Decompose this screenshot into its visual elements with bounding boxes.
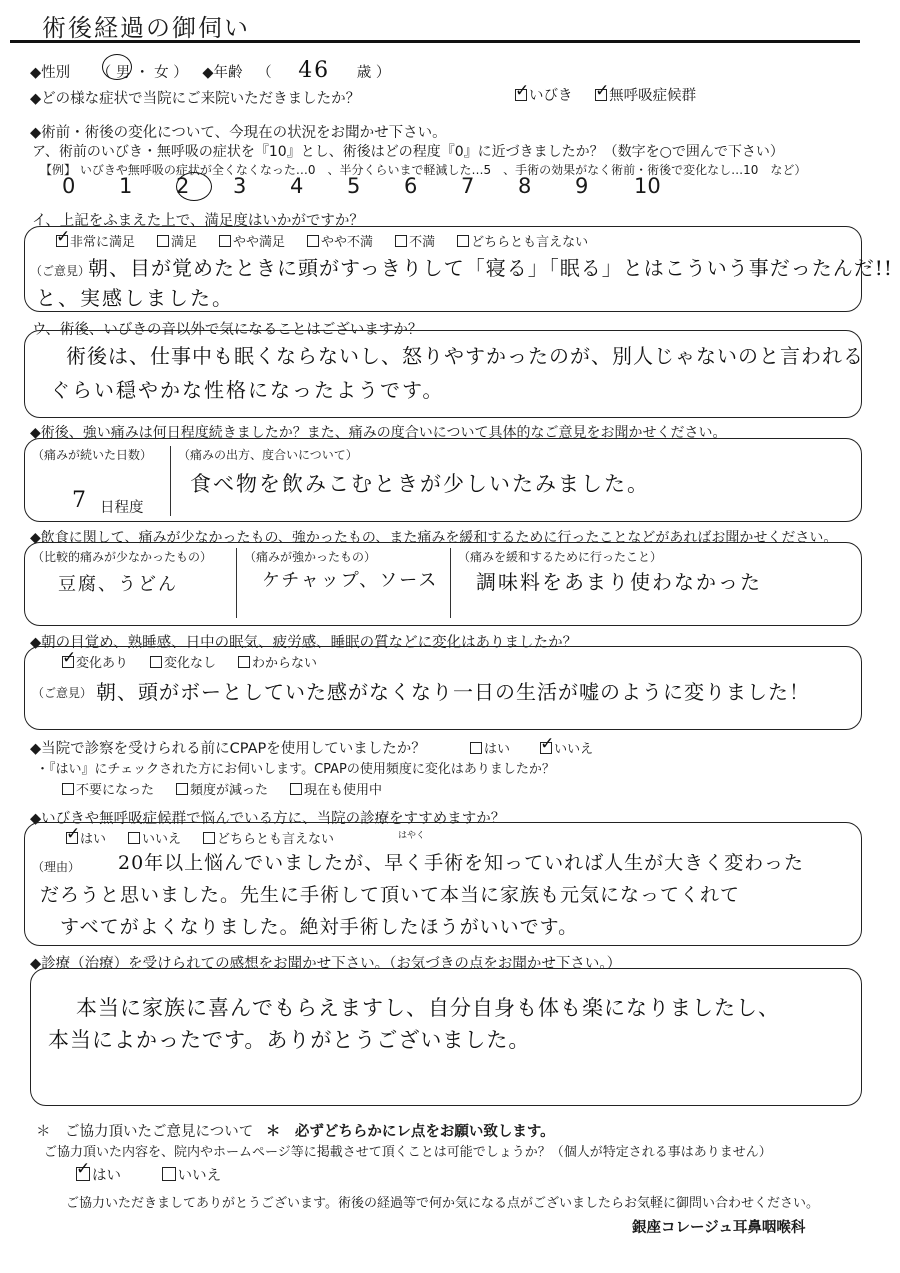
cpap-sub-option-label-0: 不要になった	[76, 783, 155, 798]
option-apnea: 無呼吸症候群	[609, 88, 697, 104]
sex-male[interactable]: 男	[115, 65, 131, 81]
recommend-option-checkbox-1[interactable]	[128, 832, 140, 844]
sex-female[interactable]: 女	[154, 65, 169, 81]
footer-thanks: ご協力いただきましてありがとうございます。術後の経過等で何か気になる点がございましたらお気軽に御問い合わせください。	[66, 1196, 819, 1211]
morning-option-checkbox-2[interactable]	[238, 656, 250, 668]
scale-number-10[interactable]: 10	[634, 174, 661, 198]
scale-row	[62, 174, 702, 204]
food-strong-label: （痛みが強かったもの）	[244, 550, 377, 564]
morning-option-label-2: わからない	[252, 656, 318, 671]
checkbox-snoring[interactable]	[515, 89, 527, 101]
change-sub-a: ア、術前のいびき・無呼吸の症状を『10』とし、術後はどの程度『0』に近づきましたか？（数字を○で囲んで下さい）	[32, 144, 784, 160]
recommend-option-label-1: いいえ	[142, 832, 182, 847]
satisfaction-option-label-3: やや不満	[321, 235, 374, 250]
satisfaction-option-checkbox-3[interactable]	[307, 235, 319, 247]
pain-days-label: （痛みが続いた日数）	[32, 448, 153, 462]
other-answer-2[interactable]: ぐらい穏やかな性格になったようです。	[50, 378, 445, 402]
cpap-sub-option-checkbox-2[interactable]	[290, 783, 302, 795]
checkbox-consent-no[interactable]	[162, 1167, 176, 1181]
recommend-question: ◆いびきや無呼吸症候群で悩んでいる方に、当院の診療をすすめますか？	[30, 811, 506, 827]
consent-heading	[36, 1120, 555, 1141]
cpap-sub-option-checkbox-1[interactable]	[176, 783, 188, 795]
recommend-option-label-0: はい	[80, 832, 107, 847]
morning-option-label-0: 変化あり	[76, 656, 129, 671]
cpap-sub-option-label-1: 頻度が減った	[190, 783, 269, 798]
other-question: ウ、術後、いびきの音以外で気になることはございますか？	[32, 322, 423, 338]
morning-option-label-1: 変化なし	[164, 656, 217, 671]
consent-options	[76, 1164, 221, 1185]
consent-no-label: いいえ	[177, 1168, 222, 1184]
checkbox-consent-yes[interactable]	[76, 1167, 90, 1181]
sex-label: ◆性別	[30, 65, 71, 81]
recommend-answer-3[interactable]: すべてがよくなりました。絶対手術したほうがいいです。	[60, 916, 579, 938]
scale-number-4[interactable]: 4	[290, 174, 304, 198]
satisfaction-option-checkbox-2[interactable]	[219, 235, 231, 247]
cpap-yes-label: はい	[484, 742, 511, 757]
satisfaction-option-checkbox-1[interactable]	[157, 235, 169, 247]
scale-number-3[interactable]: 3	[233, 174, 247, 198]
scale-number-7[interactable]: 7	[461, 174, 475, 198]
recommend-option-checkbox-0[interactable]	[66, 832, 78, 844]
pain-days-value[interactable]: 7	[72, 488, 88, 513]
sex-row: ◆性別 （ 男 ・ 女 ） ◆年齢 （ 46 歳 ）	[30, 58, 391, 83]
cpap-sub-option-label-2: 現在も使用中	[304, 783, 383, 798]
food-relief-label: （痛みを緩和するために行ったこと）	[458, 550, 663, 564]
cpap-sub-question: ・『はい』にチェックされた方にお伺いします。CPAPの使用頻度に変化はありましたか？	[36, 762, 555, 777]
title-underline	[10, 40, 860, 43]
page-title: 術後経過の御伺い	[42, 14, 250, 42]
impression-question: ◆診療（治療）を受けられての感想をお聞かせ下さい。（お気づきの点をお聞かせ下さい。）	[30, 956, 622, 972]
morning-option-checkbox-1[interactable]	[150, 656, 162, 668]
morning-opinion-label: （ご意見）	[32, 686, 93, 700]
sex-sep: ・	[134, 65, 150, 81]
food-question: ◆飲食に関して、痛みが少なかったもの、強かったもの、また痛みを緩和するために行ったことなどがあればお聞かせください。	[30, 530, 838, 546]
checkbox-apnea[interactable]	[595, 89, 607, 101]
recommend-option-label-2: どちらとも言えない	[217, 832, 335, 847]
scale-number-6[interactable]: 6	[404, 174, 418, 198]
checkbox-cpap-yes[interactable]	[470, 742, 482, 754]
satisfaction-answer-2[interactable]: と、実感しました。	[36, 286, 234, 310]
footer-clinic: 銀座コレージュ耳鼻咽喉科	[632, 1220, 806, 1236]
cpap-question: ◆当院で診察を受けられる前にCPAPを使用していましたか？	[30, 741, 426, 757]
impression-answer-1[interactable]: 本当に家族に喜んでもらえますし、自分自身も体も楽になりましたし、	[76, 996, 780, 1020]
age-unit: 歳	[356, 65, 372, 81]
symptom-options	[515, 84, 696, 105]
recommend-reason-label: （理由）	[32, 860, 81, 874]
satisfaction-option-label-1: 満足	[171, 235, 198, 250]
satisfaction-question: イ、上記をふまえた上で、満足度はいかがですか？	[32, 213, 364, 229]
morning-option-checkbox-0[interactable]	[62, 656, 74, 668]
recommend-ruby: はやく	[398, 831, 426, 841]
satisfaction-option-checkbox-5[interactable]	[457, 235, 469, 247]
food-relief-answer[interactable]: 調味料をあまり使わなかった	[476, 570, 762, 594]
pain-detail-answer[interactable]: 食べ物を飲みこむときが少しいたみました。	[190, 472, 650, 496]
impression-answer-2[interactable]: 本当によかったです。ありがとうございました。	[48, 1028, 531, 1052]
food-strong-answer[interactable]: ケチャップ、ソース	[262, 570, 439, 591]
recommend-options	[66, 828, 356, 847]
satisfaction-option-checkbox-0[interactable]	[56, 235, 68, 247]
satisfaction-option-label-2: やや満足	[233, 235, 286, 250]
satisfaction-option-label-5: どちらとも言えない	[471, 235, 589, 250]
pain-detail-label: （痛みの出方、度合いについて）	[178, 448, 358, 462]
recommend-option-checkbox-2[interactable]	[203, 832, 215, 844]
change-question: ◆術前・術後の変化について、今現在の状況をお聞かせ下さい。	[30, 125, 447, 141]
satisfaction-option-label-0: 非常に満足	[70, 235, 136, 250]
satisfaction-option-label-4: 不満	[409, 235, 436, 250]
cpap-options	[470, 738, 593, 757]
other-answer-1[interactable]: 術後は、仕事中も眠くならないし、怒りやすかったのが、別人じゃないのと言われる	[66, 344, 864, 368]
cpap-sub-option-checkbox-0[interactable]	[62, 783, 74, 795]
change-example: 【例】 いびきや無呼吸の症状が全くなくなった…0 、半分くらいまで軽減した…5 、手術の効果がなく術前・術後で変化なし…10 など）	[40, 163, 807, 177]
satisfaction-opinion-label: （ご意見）	[30, 264, 91, 278]
pain-divider	[170, 446, 171, 516]
pain-question: ◆術後、強い痛みは何日程度続きましたか？また、痛みの度合いについて具体的なご意見をお聞かせください。	[30, 425, 727, 441]
satisfaction-answer-1[interactable]: 朝、目が覚めたときに頭がすっきりして「寝る」「眠る」とはこういう事だったんだ!!	[88, 256, 893, 280]
sex-circle-mark	[102, 54, 132, 80]
morning-question: ◆朝の目覚め、熟睡感、日中の眠気、疲労感、睡眠の質などに変化はありましたか？	[30, 635, 578, 651]
consent-yes-label: はい	[92, 1168, 121, 1184]
scale-number-9[interactable]: 9	[575, 174, 589, 198]
scale-number-2[interactable]: 2	[176, 174, 190, 198]
recommend-answer-2[interactable]: だろうと思いました。先生に手術して頂いて本当に家族も元気になってくれて	[40, 884, 741, 906]
consent-heading-2: ＊ 必ずどちらかにレ点をお願い致します。	[265, 1124, 555, 1140]
food-less-answer[interactable]: 豆腐、うどん	[58, 574, 178, 595]
scale-number-1[interactable]: 1	[119, 174, 133, 198]
food-divider-2	[450, 548, 451, 618]
option-snoring: いびき	[529, 88, 573, 104]
scale-circle-mark	[176, 172, 212, 201]
scale-number-0[interactable]: 0	[62, 174, 76, 198]
satisfaction-options	[56, 231, 610, 250]
cpap-sub-options	[62, 779, 404, 798]
satisfaction-option-checkbox-4[interactable]	[395, 235, 407, 247]
recommend-answer-1[interactable]: 20年以上悩んでいましたが、早く手術を知っていれば人生が大きく変わった	[118, 852, 804, 874]
cpap-no-label: いいえ	[554, 742, 594, 757]
scale-number-5[interactable]: 5	[347, 174, 361, 198]
food-less-label: （比較的痛みが少なかったもの）	[32, 550, 213, 564]
food-divider-1	[236, 548, 237, 618]
morning-answer[interactable]: 朝、頭がボーとしていた感がなくなり一日の生活が嘘のように変りました！	[96, 680, 810, 704]
age-value[interactable]: 46	[298, 58, 331, 83]
scale-number-8[interactable]: 8	[518, 174, 532, 198]
age-label: ◆年齢	[202, 65, 243, 81]
consent-question: ご協力頂いた内容を、院内やホームページ等に掲載させて頂くことは可能でしょうか？（個人が特定される事はありません）	[44, 1145, 772, 1160]
symptom-question: ◆どの様な症状で当院にご来院いただきましたか？	[30, 91, 361, 107]
morning-options	[62, 652, 339, 671]
checkbox-cpap-no[interactable]	[540, 742, 552, 754]
pain-days-unit: 日程度	[100, 500, 144, 516]
consent-heading-1: ＊ ご協力頂いたご意見について	[36, 1124, 254, 1140]
